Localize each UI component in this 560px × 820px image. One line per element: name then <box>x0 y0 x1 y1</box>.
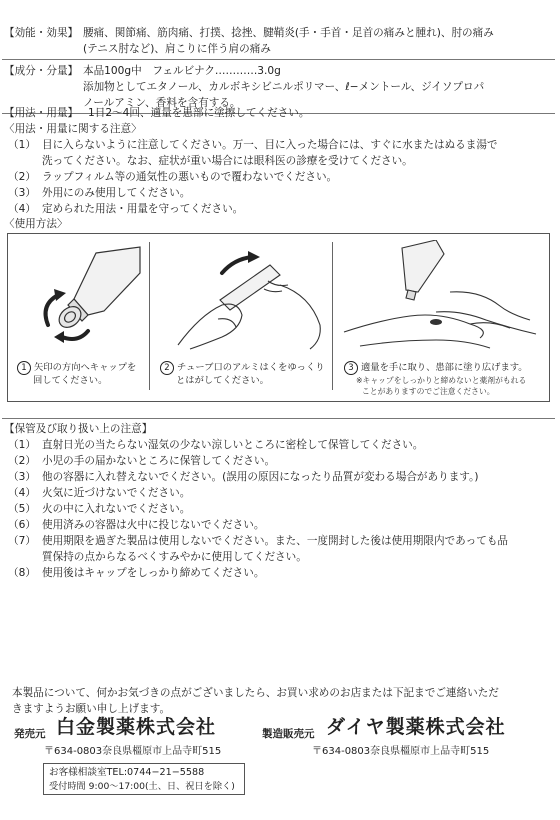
usage-note-text: 外用にのみ使用してください。 <box>42 187 191 199</box>
panel-divider <box>332 242 333 390</box>
step-2-caption <box>160 361 325 375</box>
usage-heading: 【用法・用量】 <box>4 107 79 119</box>
step-3-text: 適量を手に取り、患部に塗り広げます。 <box>361 362 528 373</box>
storage-text: 火の中に入れないでください。 <box>42 503 191 515</box>
manufacturer-name: ダイヤ製薬株式会社 <box>326 716 506 738</box>
panel-divider <box>149 242 150 390</box>
usage-note-text: ラップフィルム等の通気性の悪いもので覆わないでください。 <box>42 171 338 183</box>
apply-hand-illustration <box>340 240 540 355</box>
tube-cap-illustration <box>18 245 143 350</box>
cap-caution-note: ことがありますのでご注意ください。 <box>362 387 495 396</box>
effects-line-2: (テニス肘など)、肩こりに伴う肩の痛み <box>83 43 271 55</box>
step-number: 3 <box>344 361 358 375</box>
step-3-caption <box>344 361 528 375</box>
usage-note-text: 洗ってください。なお、症状が重い場合には眼科医の診療を受けてください。 <box>42 155 413 167</box>
step-1-text: 矢印の方向へキャップを <box>34 362 137 373</box>
inquiry-text: きますようお願い申し上げます。 <box>12 703 171 715</box>
contact-phone: お客様相談室TEL:0744−21−5588 <box>49 767 205 778</box>
ingredients-heading: 【成分・分量】 <box>4 65 79 77</box>
step-number: 1 <box>17 361 31 375</box>
storage-text: 直射日光の当たらない湿気の少ない涼しいところに密栓して保管してください。 <box>42 439 424 451</box>
storage-num: （3） <box>8 471 36 483</box>
storage-text: 他の容器に入れ替えないでください。(誤用の原因になったり品質が変わる場合があります。) <box>42 471 479 483</box>
step-number: 2 <box>160 361 174 375</box>
usage-notes-heading: 〈用法・用量に関する注意〉 <box>4 123 142 135</box>
step-2-text: とはがしてください。 <box>176 375 269 386</box>
ingredients-line-2: 添加物としてエタノール、カルボキシビニルポリマー、ℓ−メントール、ジイソプロパ <box>83 81 485 93</box>
storage-text: 火気に近づけないでください。 <box>42 487 191 499</box>
usage-note-num: （2） <box>8 171 36 183</box>
distributor-address: 〒634-0803奈良県橿原市上品寺町515 <box>44 746 222 757</box>
manufacturer-address: 〒634-0803奈良県橿原市上品寺町515 <box>312 746 490 757</box>
storage-num: （2） <box>8 455 36 467</box>
contact-hours: 受付時間 9:00〜17:00(土、日、祝日を除く) <box>49 781 235 792</box>
ingredients-line-1: 本品100g中 フェルビナク…………3.0g <box>83 65 281 77</box>
cap-caution-note: ※キャップをしっかりと締めないと薬剤がもれる <box>356 376 527 385</box>
usage-text: 1日2〜4回、適量を患部に塗擦してください。 <box>88 107 310 119</box>
storage-heading: 【保管及び取り扱い上の注意】 <box>4 423 153 435</box>
storage-num: （5） <box>8 503 36 515</box>
usage-note-text: 定められた用法・用量を守ってください。 <box>42 203 244 215</box>
usage-note-text: 目に入らないように注意してください。万一、目に入った場合には、すぐに水またはぬるま湯で <box>42 139 498 151</box>
inquiry-text: 本製品について、何かお気づきの点がございましたら、お買い求めのお店または下記までご連絡いただ <box>12 687 499 699</box>
howto-heading: 〈使用方法〉 <box>4 218 68 230</box>
storage-num: （4） <box>8 487 36 499</box>
manufacturer-label: 製造販売元 <box>262 728 315 740</box>
effects-heading: 【効能・効果】 <box>4 27 79 39</box>
usage-note-num: （1） <box>8 139 36 151</box>
divider-rule <box>2 418 555 419</box>
step-2-text: チューブ口のアルミはくをゆっくり <box>177 362 325 373</box>
divider-rule <box>2 59 555 60</box>
storage-num: （8） <box>8 567 36 579</box>
step-1-text: 回してください。 <box>33 375 108 386</box>
usage-note-num: （4） <box>8 203 36 215</box>
storage-num: （6） <box>8 519 36 531</box>
step-1-caption <box>17 361 136 375</box>
usage-note-num: （3） <box>8 187 36 199</box>
foil-peel-illustration <box>160 245 325 350</box>
storage-num: （7） <box>8 535 36 547</box>
storage-text: 使用済みの容器は火中に投じないでください。 <box>42 519 265 531</box>
storage-text: 質保持の点からなるべくすみやかに使用してください。 <box>42 551 307 563</box>
effects-line-1: 腰痛、関節痛、筋肉痛、打撲、捻挫、腱鞘炎(手・手首・足首の痛みと腫れ)、肘の痛み <box>83 27 494 39</box>
storage-num: （1） <box>8 439 36 451</box>
storage-text: 使用後はキャップをしっかり締めてください。 <box>42 567 265 579</box>
storage-text: 使用期限を過ぎた製品は使用しないでください。また、一度開封した後は使用期限内であっても品 <box>42 535 509 547</box>
storage-text: 小児の手の届かないところに保管してください。 <box>42 455 276 467</box>
ingredients-line-3: ノールアミン、香料を含有する。 <box>83 97 241 109</box>
distributor-label: 発売元 <box>14 728 46 740</box>
distributor-name: 白金製薬株式会社 <box>56 716 217 738</box>
